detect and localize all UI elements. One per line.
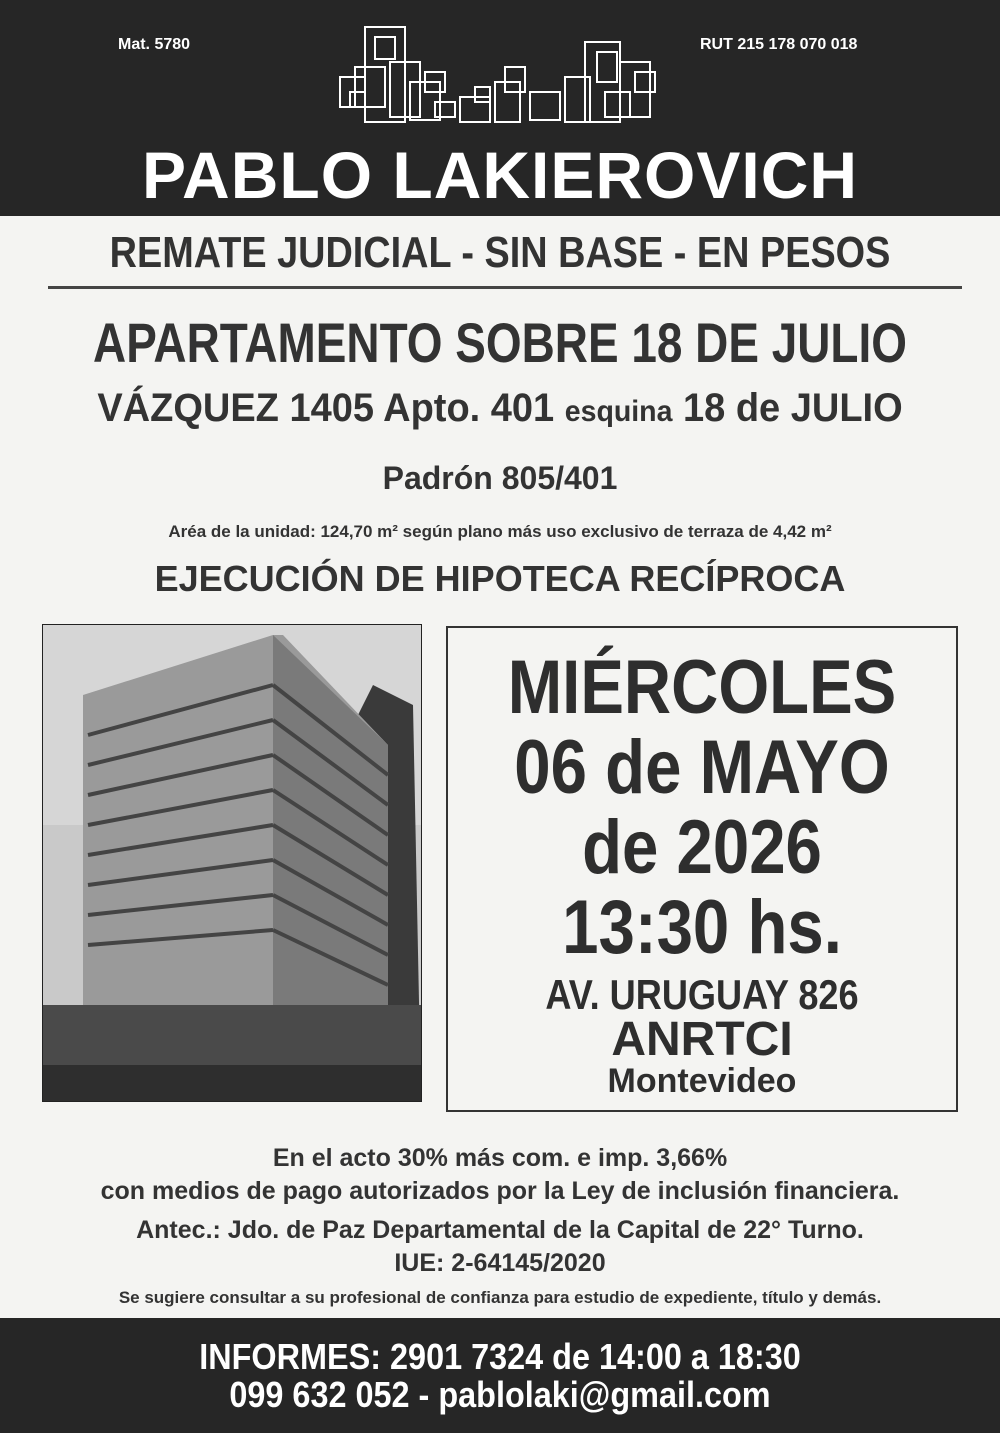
- suggestion-note: Se sugiere consultar a su profesional de confianza para estudio de expediente, título y demás.: [118, 1288, 882, 1307]
- contact-footer: [0, 1318, 1000, 1433]
- case-number: IUE: 2-64145/2020: [394, 1249, 606, 1277]
- property-title: APARTAMENTO SOBRE 18 DE JULIO: [93, 311, 907, 374]
- payment-terms: [0, 1142, 1000, 1208]
- tax-id: RUT 215 178 070 018: [700, 36, 858, 53]
- contact-phone-hours: INFORMES: 2901 7324 de 14:00 a 18:30: [199, 1336, 801, 1377]
- registration-number: Mat. 5780: [118, 36, 191, 53]
- contact-mobile-email: 099 632 052 - pablolaki@gmail.com: [229, 1374, 771, 1415]
- auction-type: REMATE JUDICIAL - SIN BASE - EN PESOS: [109, 228, 891, 277]
- address-corner-word: esquina: [564, 395, 673, 428]
- terms-line-1: En el acto 30% más com. e imp. 3,66%: [272, 1144, 728, 1172]
- auction-date: 06 de MAYO: [514, 725, 890, 810]
- auction-date-box: [446, 626, 958, 1112]
- divider: [48, 286, 962, 289]
- auction-year: de 2026: [582, 805, 822, 890]
- unit-area: Aréa de la unidad: 124,70 m² según plano más uso exclusivo de terraza de 4,42 m²: [168, 522, 832, 541]
- auction-organization: ANRTCI: [611, 1013, 793, 1066]
- terms-line-2: con medios de pago autorizados por la Ley de inclusión financiera.: [100, 1177, 900, 1205]
- property-address: [25, 386, 975, 431]
- auction-time: 13:30 hs.: [562, 885, 842, 970]
- building-photo: [42, 624, 422, 1102]
- court-info: [0, 1214, 1000, 1280]
- address-corner: 18 de JULIO: [683, 386, 903, 430]
- auction-venue: AV. URUGUAY 826: [545, 971, 859, 1018]
- padron-number: Padrón 805/401: [382, 460, 618, 496]
- auction-city: Montevideo: [607, 1062, 797, 1100]
- auctioneer-name: PABLO LAKIEROVICH: [141, 138, 859, 212]
- court-antecedent: Antec.: Jdo. de Paz Departamental de la Capital de 22° Turno.: [136, 1216, 864, 1244]
- execution-type: EJECUCIÓN DE HIPOTECA RECÍPROCA: [154, 558, 846, 599]
- address-main: VÁZQUEZ 1405 Apto. 401: [97, 386, 555, 430]
- auction-weekday: MIÉRCOLES: [507, 645, 897, 730]
- header-banner: [0, 0, 1000, 216]
- city-skyline-logo: [335, 22, 670, 142]
